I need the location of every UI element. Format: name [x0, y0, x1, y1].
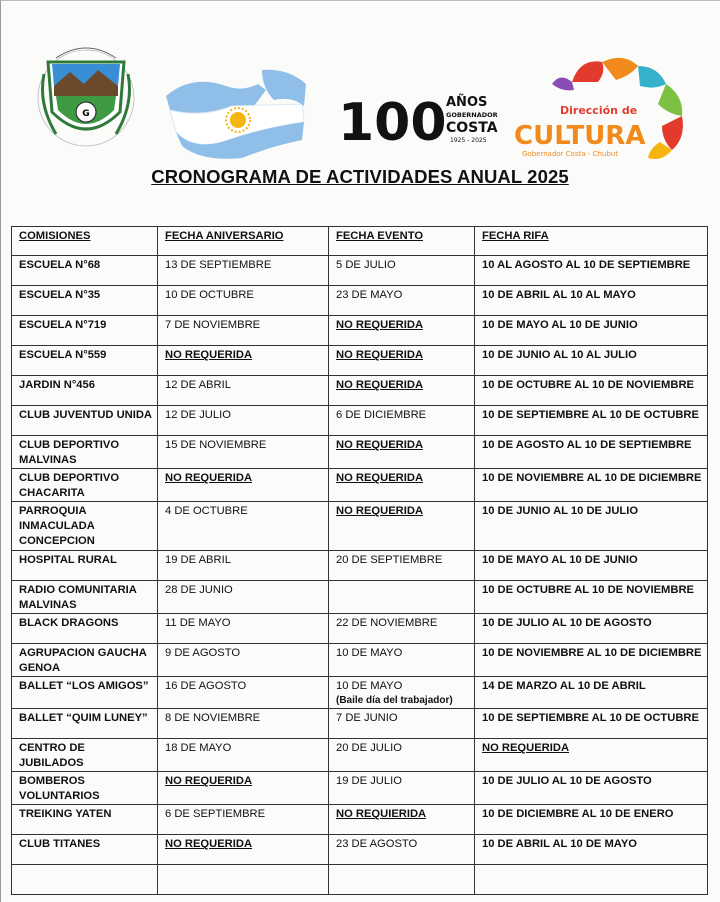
table-row	[12, 709, 708, 739]
cell-rifa-text: 10 AL AGOSTO AL 10 DE SEPTIEMBRE	[482, 259, 691, 271]
cell-comision	[12, 709, 158, 739]
cell-evento-text: 19 DE JULIO	[336, 775, 402, 787]
cell-evento-text: 23 DE AGOSTO	[336, 838, 418, 850]
municipality-seal-logo	[34, 34, 138, 162]
cell-comision-text: ESCUELA N°719	[19, 319, 107, 331]
cell-aniversario-text: 19 DE ABRIL	[165, 554, 231, 566]
table-row	[12, 286, 708, 316]
cell-comision	[12, 316, 158, 346]
cell-comision	[12, 551, 158, 581]
cell-aniversario	[158, 376, 329, 406]
cell-comision-text: CENTRO DE JUBILADOS	[19, 742, 85, 769]
logo-strip	[0, 30, 720, 165]
cell-comision	[12, 256, 158, 286]
cell-aniversario	[158, 709, 329, 739]
cell-evento	[329, 835, 475, 865]
cell-rifa-text: 10 DE SEPTIEMBRE AL 10 DE OCTUBRE	[482, 409, 699, 421]
cell-rifa	[475, 805, 708, 835]
table-row	[12, 406, 708, 436]
cell-comision-text: BALLET “LOS AMIGOS”	[19, 680, 149, 692]
cell-comision-text: BALLET “QUIM LUNEY”	[19, 712, 148, 724]
cultura-logo-graphic	[512, 52, 690, 162]
cell-aniversario	[158, 316, 329, 346]
cell-comision-text: CLUB JUVENTUD UNIDA	[19, 409, 153, 421]
cell-rifa-text: 10 DE JULIO AL 10 DE AGOSTO	[482, 617, 652, 629]
cell-rifa-text: 10 DE MAYO AL 10 DE JUNIO	[482, 319, 638, 331]
cell-aniversario-text: 18 DE MAYO	[165, 742, 232, 754]
cell-evento	[329, 406, 475, 436]
cell-rifa	[475, 286, 708, 316]
cell-evento	[329, 346, 475, 376]
cell-evento-text: 10 DE MAYO	[336, 647, 403, 659]
cell-rifa	[475, 865, 708, 895]
cell-rifa	[475, 346, 708, 376]
cell-comision	[12, 644, 158, 677]
cell-rifa-text: 10 DE MAYO AL 10 DE JUNIO	[482, 554, 638, 566]
table-row	[12, 677, 708, 709]
cell-evento-text: NO REQUERIDA	[336, 505, 424, 517]
cell-evento	[329, 865, 475, 895]
cell-evento-text: NO REQUERIDA	[336, 379, 424, 391]
cell-aniversario	[158, 406, 329, 436]
cell-evento	[329, 551, 475, 581]
cell-aniversario	[158, 469, 329, 502]
cell-aniversario	[158, 581, 329, 614]
cell-rifa-text: 10 DE JULIO AL 10 DE AGOSTO	[482, 775, 652, 787]
cell-rifa-text: 14 DE MARZO AL 10 DE ABRIL	[482, 680, 646, 692]
table-row	[12, 376, 708, 406]
cell-aniversario	[158, 835, 329, 865]
cell-evento	[329, 256, 475, 286]
cell-comision-text: BOMBEROS VOLUNTARIOS	[19, 775, 100, 802]
cell-evento-note: (Baile día del trabajador)	[336, 695, 453, 706]
malvinas-flag-logo	[162, 66, 310, 162]
cell-comision	[12, 581, 158, 614]
cell-rifa	[475, 581, 708, 614]
cell-aniversario-text: NO REQUERIDA	[165, 472, 253, 484]
svg-text:CULTURA: CULTURA	[514, 121, 646, 151]
cell-rifa-text: 10 DE JUNIO AL 10 DE JULIO	[482, 505, 639, 517]
cell-rifa	[475, 376, 708, 406]
cell-rifa	[475, 256, 708, 286]
cell-evento	[329, 286, 475, 316]
cell-comision-text: RADIO COMUNITARIA MALVINAS	[19, 584, 137, 611]
cell-aniversario-text: 12 DE JULIO	[165, 409, 231, 421]
cell-aniversario-text: 15 DE NOVIEMBRE	[165, 439, 267, 451]
cell-aniversario-text: 9 DE AGOSTO	[165, 647, 241, 659]
cell-evento-text: NO REQUERIDA	[336, 319, 424, 331]
cell-evento-text: 20 DE SEPTIEMBRE	[336, 554, 443, 566]
table-body	[12, 256, 708, 895]
cell-evento	[329, 772, 475, 805]
table-row	[12, 865, 708, 895]
page-title: CRONOGRAMA DE ACTIVIDADES ANUAL 2025	[151, 166, 569, 187]
cell-evento-text: 22 DE NOVIEMBRE	[336, 617, 438, 629]
table-row	[12, 805, 708, 835]
cell-comision	[12, 739, 158, 772]
cell-evento	[329, 581, 475, 614]
header-fecha-evento: FECHA EVENTO	[329, 227, 475, 256]
cell-evento-text: 6 DE DICIEMBRE	[336, 409, 427, 421]
cell-comision-text: ESCUELA N°35	[19, 289, 101, 301]
cell-comision	[12, 835, 158, 865]
cell-aniversario-text: NO REQUERIDA	[165, 775, 253, 787]
cell-aniversario-text: 6 DE SEPTIEMBRE	[165, 808, 266, 820]
svg-text:COSTA: COSTA	[446, 120, 498, 136]
cell-comision-text: HOSPITAL RURAL	[19, 554, 117, 566]
cell-evento	[329, 614, 475, 644]
table-row	[12, 835, 708, 865]
cell-evento-text: 7 DE JUNIO	[336, 712, 398, 724]
table-row	[12, 469, 708, 502]
cell-comision-text: BLACK DRAGONS	[19, 617, 119, 629]
cultura-logo	[512, 52, 690, 162]
table-row	[12, 316, 708, 346]
svg-text:G: G	[82, 109, 90, 119]
cell-comision-text: ESCUELA N°68	[19, 259, 101, 271]
cell-evento	[329, 469, 475, 502]
table-row	[12, 581, 708, 614]
table-row	[12, 614, 708, 644]
cell-evento	[329, 436, 475, 469]
svg-text:AÑOS: AÑOS	[446, 95, 488, 110]
svg-text:Dirección de: Dirección de	[560, 104, 638, 117]
cell-evento	[329, 739, 475, 772]
cell-rifa	[475, 709, 708, 739]
cell-comision-text: PARROQUIA INMACULADA CONCEPCION	[19, 505, 95, 547]
cell-rifa-text: 10 DE OCTUBRE AL 10 DE NOVIEMBRE	[482, 584, 694, 596]
cell-aniversario	[158, 739, 329, 772]
cell-evento-text: 5 DE JULIO	[336, 259, 396, 271]
cell-rifa	[475, 502, 708, 551]
cell-aniversario-text: 7 DE NOVIEMBRE	[165, 319, 261, 331]
cell-aniversario-text: NO REQUERIDA	[165, 349, 253, 361]
cell-rifa-text: 10 DE DICIEMBRE AL 10 DE ENERO	[482, 808, 674, 820]
cell-rifa-text: NO REQUERIDA	[482, 742, 570, 754]
cell-evento-text: NO REQUERIDA	[336, 472, 424, 484]
cell-rifa	[475, 677, 708, 709]
cell-aniversario	[158, 551, 329, 581]
cell-aniversario-text: 16 DE AGOSTO	[165, 680, 247, 692]
header-fecha-aniversario: FECHA ANIVERSARIO	[158, 227, 329, 256]
cell-evento-text: NO REQUERIDA	[336, 439, 424, 451]
cell-aniversario	[158, 644, 329, 677]
cell-aniversario-text: 4 DE OCTUBRE	[165, 505, 248, 517]
cell-comision	[12, 677, 158, 709]
cell-comision	[12, 469, 158, 502]
cell-comision	[12, 376, 158, 406]
cell-aniversario-text: 12 DE ABRIL	[165, 379, 231, 391]
cell-comision-text: CLUB DEPORTIVO CHACARITA	[19, 472, 120, 499]
cell-rifa	[475, 835, 708, 865]
cell-evento	[329, 316, 475, 346]
table-row	[12, 772, 708, 805]
cell-comision	[12, 614, 158, 644]
cell-aniversario-text: 8 DE NOVIEMBRE	[165, 712, 261, 724]
table-row	[12, 256, 708, 286]
cell-aniversario-text: 28 DE JUNIO	[165, 584, 233, 596]
cell-evento-text: NO REQUERIDA	[336, 349, 424, 361]
cell-rifa	[475, 772, 708, 805]
cell-rifa-text: 10 DE NOVIEMBRE AL 10 DE DICIEMBRE	[482, 647, 702, 659]
cell-rifa	[475, 739, 708, 772]
cell-aniversario	[158, 346, 329, 376]
svg-text:GOBERNADOR: GOBERNADOR	[446, 111, 498, 119]
cell-rifa-text: 10 DE OCTUBRE AL 10 DE NOVIEMBRE	[482, 379, 694, 391]
cell-aniversario-text: 11 DE MAYO	[165, 617, 231, 629]
cell-comision-text: JARDIN N°456	[19, 379, 95, 391]
table-header-row	[12, 227, 708, 256]
cell-aniversario-text: 10 DE OCTUBRE	[165, 289, 254, 301]
cell-comision	[12, 286, 158, 316]
cell-aniversario	[158, 677, 329, 709]
cell-aniversario	[158, 772, 329, 805]
cell-rifa-text: 10 DE SEPTIEMBRE AL 10 DE OCTUBRE	[482, 712, 699, 724]
cell-rifa-text: 10 DE ABRIL AL 10 AL MAYO	[482, 289, 636, 301]
cell-comision	[12, 502, 158, 551]
cell-comision	[12, 772, 158, 805]
cell-rifa	[475, 469, 708, 502]
cell-rifa	[475, 316, 708, 346]
cell-comision-text: CLUB TITANES	[19, 838, 101, 850]
activities-table	[11, 226, 708, 895]
cell-aniversario	[158, 256, 329, 286]
cell-evento	[329, 502, 475, 551]
cell-comision	[12, 346, 158, 376]
centenary-number: 100	[338, 93, 447, 153]
cell-comision	[12, 805, 158, 835]
table-row	[12, 551, 708, 581]
table-row	[12, 739, 708, 772]
cell-comision	[12, 406, 158, 436]
cell-comision-text: AGRUPACION GAUCHA GENOA	[19, 647, 147, 674]
cell-comision	[12, 865, 158, 895]
cell-evento	[329, 677, 475, 709]
cell-evento-text: NO REQUIERIDA	[336, 808, 427, 820]
cell-rifa-text: 10 DE ABRIL AL 10 DE MAYO	[482, 838, 638, 850]
cell-evento	[329, 805, 475, 835]
cell-rifa-text: 10 DE JUNIO AL 10 AL JULIO	[482, 349, 637, 361]
header-comisiones: COMISIONES	[12, 227, 158, 256]
svg-text:1925 - 2025: 1925 - 2025	[450, 137, 487, 144]
table-row	[12, 436, 708, 469]
cell-aniversario	[158, 286, 329, 316]
cell-evento	[329, 709, 475, 739]
cell-evento	[329, 644, 475, 677]
cell-rifa	[475, 551, 708, 581]
cell-evento-text: 10 DE MAYO	[336, 680, 403, 692]
table-row	[12, 346, 708, 376]
cell-aniversario	[158, 805, 329, 835]
cell-aniversario	[158, 614, 329, 644]
svg-text:Gobernador Costa - Chubut: Gobernador Costa - Chubut	[522, 150, 618, 158]
cell-rifa	[475, 436, 708, 469]
table-row	[12, 502, 708, 551]
cell-rifa	[475, 614, 708, 644]
cell-rifa	[475, 406, 708, 436]
cell-aniversario	[158, 436, 329, 469]
cell-rifa-text: 10 DE AGOSTO AL 10 DE SEPTIEMBRE	[482, 439, 692, 451]
cell-rifa	[475, 644, 708, 677]
cell-evento-text: 20 DE JULIO	[336, 742, 402, 754]
header-fecha-rifa: FECHA RIFA	[475, 227, 708, 256]
cell-aniversario-text: 13 DE SEPTIEMBRE	[165, 259, 272, 271]
cell-comision-text: ESCUELA N°559	[19, 349, 107, 361]
table-row	[12, 644, 708, 677]
cell-comision	[12, 436, 158, 469]
cell-aniversario-text: NO REQUERIDA	[165, 838, 253, 850]
cell-aniversario	[158, 502, 329, 551]
cell-comision-text: CLUB DEPORTIVO MALVINAS	[19, 439, 120, 466]
cell-rifa-text: 10 DE NOVIEMBRE AL 10 DE DICIEMBRE	[482, 472, 702, 484]
cell-evento-text: 23 DE MAYO	[336, 289, 403, 301]
cell-comision-text: TREIKING YATEN	[19, 808, 112, 820]
cell-aniversario	[158, 865, 329, 895]
cell-evento	[329, 376, 475, 406]
